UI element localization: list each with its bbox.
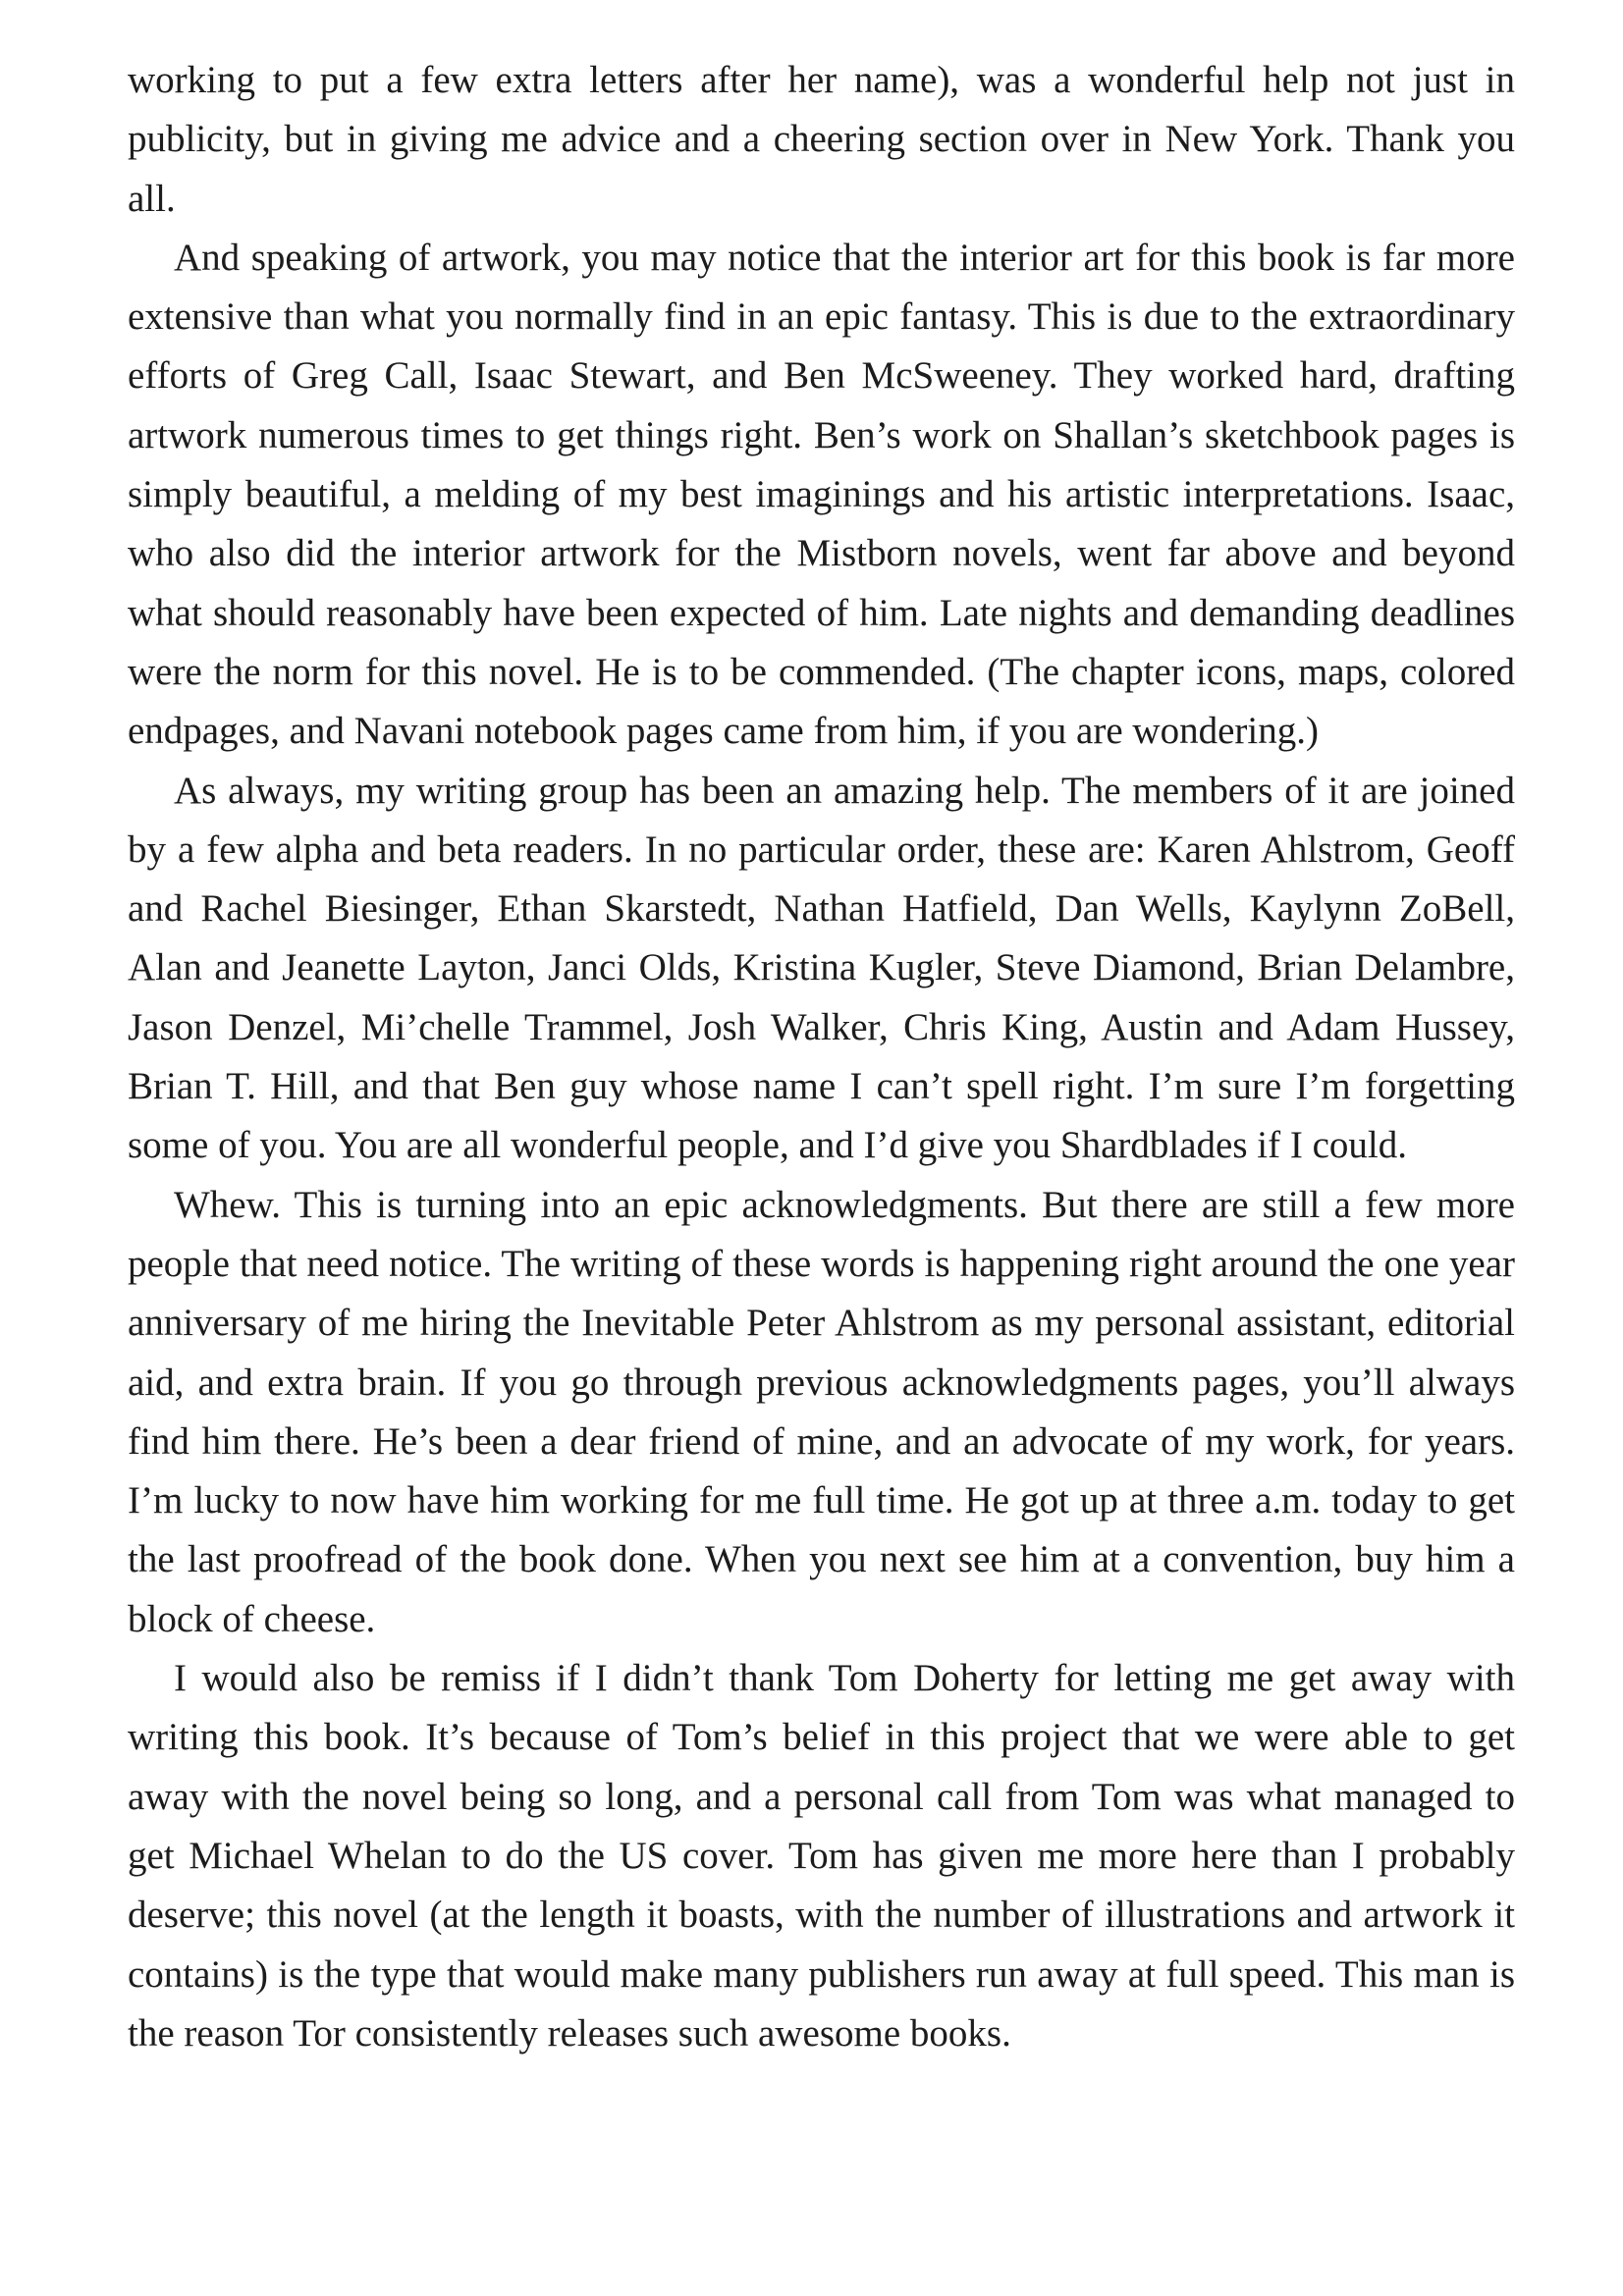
paragraph-writing-group: As always, my writing group has been an amazing help. The members of it are joined by a few alpha and beta readers. In no particular order, these are: Karen Ahlstrom, Geoff and Rachel Biesinger, Ethan Skarstedt, Nathan Hatfield, Dan Wells, Kaylynn ZoBell, Alan and Jeanette Layton, Janci Olds, Kristina Kugler, Steve Diamond, Brian Delambre, Jason Denzel, Mi’chelle Trammel, Josh Walker, Chris King, Austin and Adam Hussey, Brian T. Hill, and that Ben guy whose name I can’t spell right. I’m sure I’m forgetting some of you. You are all wonderful people, and I’d give you Shardblades if I could. [128, 769, 1515, 1167]
paragraph-peter-ahlstrom: Whew. This is turning into an epic acknowledgments. But there are still a few more people that need notice. The writing of these words is happening right around the one year anniversary of me hiring the Inevitable Peter Ahlstrom as my personal assistant, editorial aid, and extra brain. If you go through previous acknowledgments pages, you’ll always find him there. He’s been a dear friend of mine, and an advocate of my work, for years. I’m lucky to now have him working for me full time. He got up at three a.m. today to get the last proofread of the book done. When you next see him at a convention, buy him a block of cheese. [128, 1183, 1515, 1640]
page-text [128, 51, 1515, 2063]
paragraph-tom-doherty: I would also be remiss if I didn’t thank Tom Doherty for letting me get away with writing this book. It’s because of Tom’s belief in this project that we were able to get away with the novel being so long, and a personal call from Tom was what managed to get Michael Whelan to do the US cover. Tom has given me more here than I probably deserve; this novel (at the length it boasts, with the number of illustrations and artwork it contains) is the type that would make many publishers run away at full speed. This man is the reason Tor consistently releases such awesome books. [128, 1657, 1515, 2055]
paragraph-artwork: And speaking of artwork, you may notice that the interior art for this book is far more extensive than what you normally find in an epic fantasy. This is due to the extraordinary efforts of Greg Call, Isaac Stewart, and Ben McSweeney. They worked hard, drafting artwork numerous times to get things right. Ben’s work on Shallan’s sketchbook pages is simply beautiful, a melding of my best imaginings and his artistic interpretations. Isaac, who also did the interior artwork for the Mistborn novels, went far above and beyond what should reasonably have been expected of him. Late nights and demanding deadlines were the norm for this novel. He is to be commended. (The chapter icons, maps, colored endpages, and Navani notebook pages came from him, if you are wondering.) [128, 236, 1515, 753]
paragraph-continued: working to put a few extra letters after her name), was a wonderful help not just in publicity, but in giving me advice and a cheering section over in New York. Thank you all. [128, 59, 1515, 220]
